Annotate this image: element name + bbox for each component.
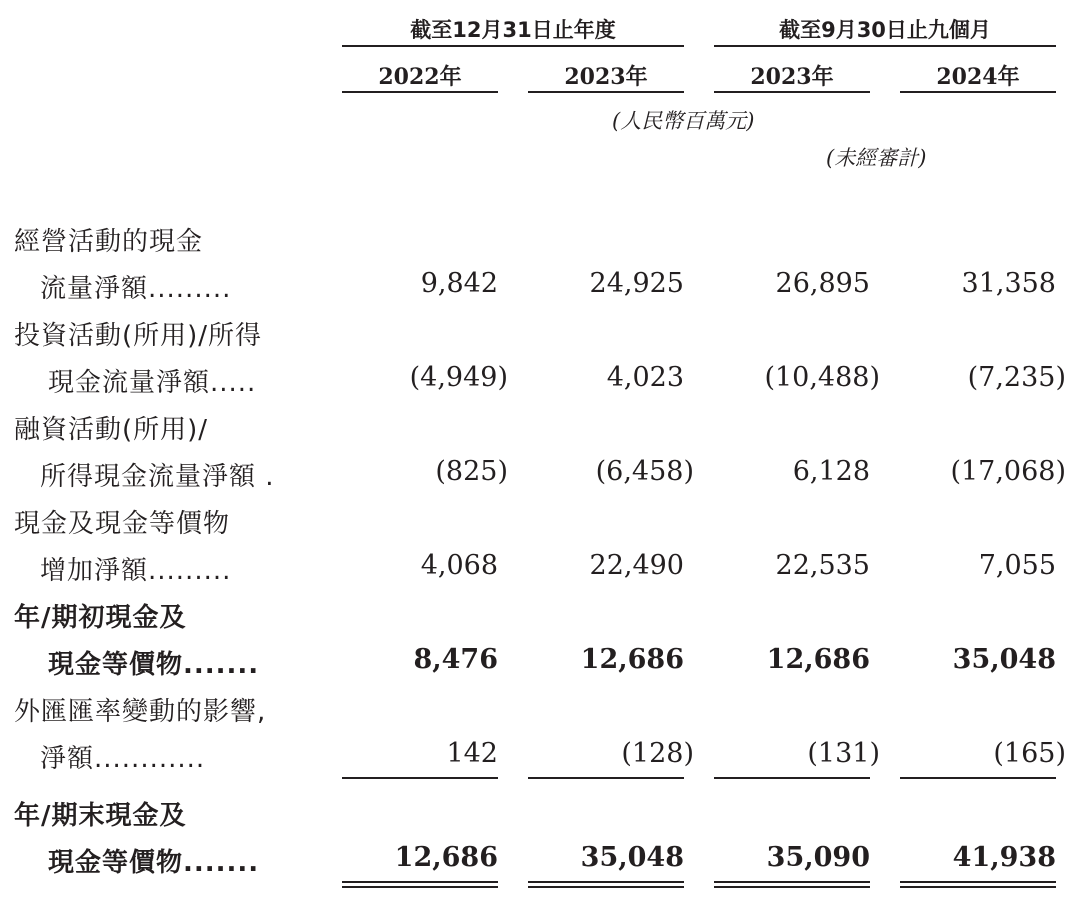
header-underline-2022 <box>342 91 498 93</box>
column-header-2022: 2022年 <box>378 64 462 90</box>
header-underline-2024-9m <box>900 91 1056 93</box>
cell-closing-2023-9m: 35,090 <box>766 842 870 873</box>
unit-note: (人民幣百萬元) <box>612 109 755 133</box>
subtotal-rule-2024-9m <box>900 777 1056 779</box>
column-header-2023-fy: 2023年 <box>564 64 648 90</box>
cell-opening-2024-9m: 35,048 <box>952 644 1056 675</box>
cell-net-increase-2024-9m: 7,055 <box>978 550 1056 581</box>
cell-operating-2022: 9,842 <box>420 268 498 299</box>
cell-operating-2023-fy: 24,925 <box>589 268 684 299</box>
unaudited-note: (未經審計) <box>826 146 927 170</box>
row-label-net-increase: 現金及現金等價物 <box>14 509 231 539</box>
group-underline-nine-months <box>714 45 1056 47</box>
cell-financing-2023-9m: 6,128 <box>792 456 870 487</box>
row-label-opening-cash-cont: 現金等價物....... <box>48 650 260 680</box>
row-label-financing-cash-flow-cont: 所得現金流量淨額 . <box>40 462 275 492</box>
column-group-nine-months: 截至9月30日止九個月 <box>779 18 991 42</box>
row-label-opening-cash: 年/期初現金及 <box>14 603 187 633</box>
cell-closing-2023-fy: 35,048 <box>580 842 684 873</box>
row-label-net-increase-cont: 增加淨額......... <box>40 556 232 586</box>
total-double-rule-2023-9m <box>714 881 870 888</box>
row-label-operating-cash-flow: 經營活動的現金 <box>14 227 204 257</box>
cell-operating-2024-9m: 31,358 <box>961 268 1056 299</box>
cell-opening-2022: 8,476 <box>413 644 498 675</box>
cell-investing-2023-9m: (10,488) <box>764 362 880 393</box>
cell-fx-2022: 142 <box>446 738 498 769</box>
column-group-fiscal-year: 截至12月31日止年度 <box>410 18 616 42</box>
cell-fx-2024-9m: (165) <box>993 738 1066 769</box>
cell-closing-2022: 12,686 <box>394 842 498 873</box>
row-label-investing-cash-flow-cont: 現金流量淨額..... <box>48 368 257 398</box>
row-label-operating-cash-flow-cont: 流量淨額......... <box>40 274 232 304</box>
row-label-closing-cash-cont: 現金等價物....... <box>48 848 260 878</box>
group-underline-fiscal-year <box>342 45 684 47</box>
cell-closing-2024-9m: 41,938 <box>952 842 1056 873</box>
cell-fx-2023-fy: (128) <box>621 738 694 769</box>
subtotal-rule-2023-fy <box>528 777 684 779</box>
header-underline-2023-9m <box>714 91 870 93</box>
row-label-fx-effect: 外匯匯率變動的影響, <box>14 697 267 727</box>
cell-net-increase-2022: 4,068 <box>420 550 498 581</box>
subtotal-rule-2022 <box>342 777 498 779</box>
total-double-rule-2022 <box>342 881 498 888</box>
column-header-2024-9m: 2024年 <box>936 64 1020 90</box>
row-label-closing-cash: 年/期末現金及 <box>14 801 187 831</box>
cell-financing-2023-fy: (6,458) <box>595 456 694 487</box>
cell-financing-2024-9m: (17,068) <box>950 456 1066 487</box>
column-header-2023-9m: 2023年 <box>750 64 834 90</box>
cell-investing-2023-fy: 4,023 <box>606 362 684 393</box>
row-label-fx-effect-cont: 淨額............ <box>40 744 206 774</box>
cell-net-increase-2023-fy: 22,490 <box>589 550 684 581</box>
cell-investing-2022: (4,949) <box>409 362 508 393</box>
row-label-financing-cash-flow: 融資活動(所用)/ <box>14 415 209 445</box>
subtotal-rule-2023-9m <box>714 777 870 779</box>
total-double-rule-2024-9m <box>900 881 1056 888</box>
cell-opening-2023-fy: 12,686 <box>580 644 684 675</box>
cell-investing-2024-9m: (7,235) <box>967 362 1066 393</box>
row-label-investing-cash-flow: 投資活動(所用)/所得 <box>14 321 263 351</box>
cell-operating-2023-9m: 26,895 <box>775 268 870 299</box>
cell-opening-2023-9m: 12,686 <box>766 644 870 675</box>
cell-net-increase-2023-9m: 22,535 <box>775 550 870 581</box>
header-underline-2023-fy <box>528 91 684 93</box>
total-double-rule-2023-fy <box>528 881 684 888</box>
cell-fx-2023-9m: (131) <box>807 738 880 769</box>
cell-financing-2022: (825) <box>435 456 508 487</box>
